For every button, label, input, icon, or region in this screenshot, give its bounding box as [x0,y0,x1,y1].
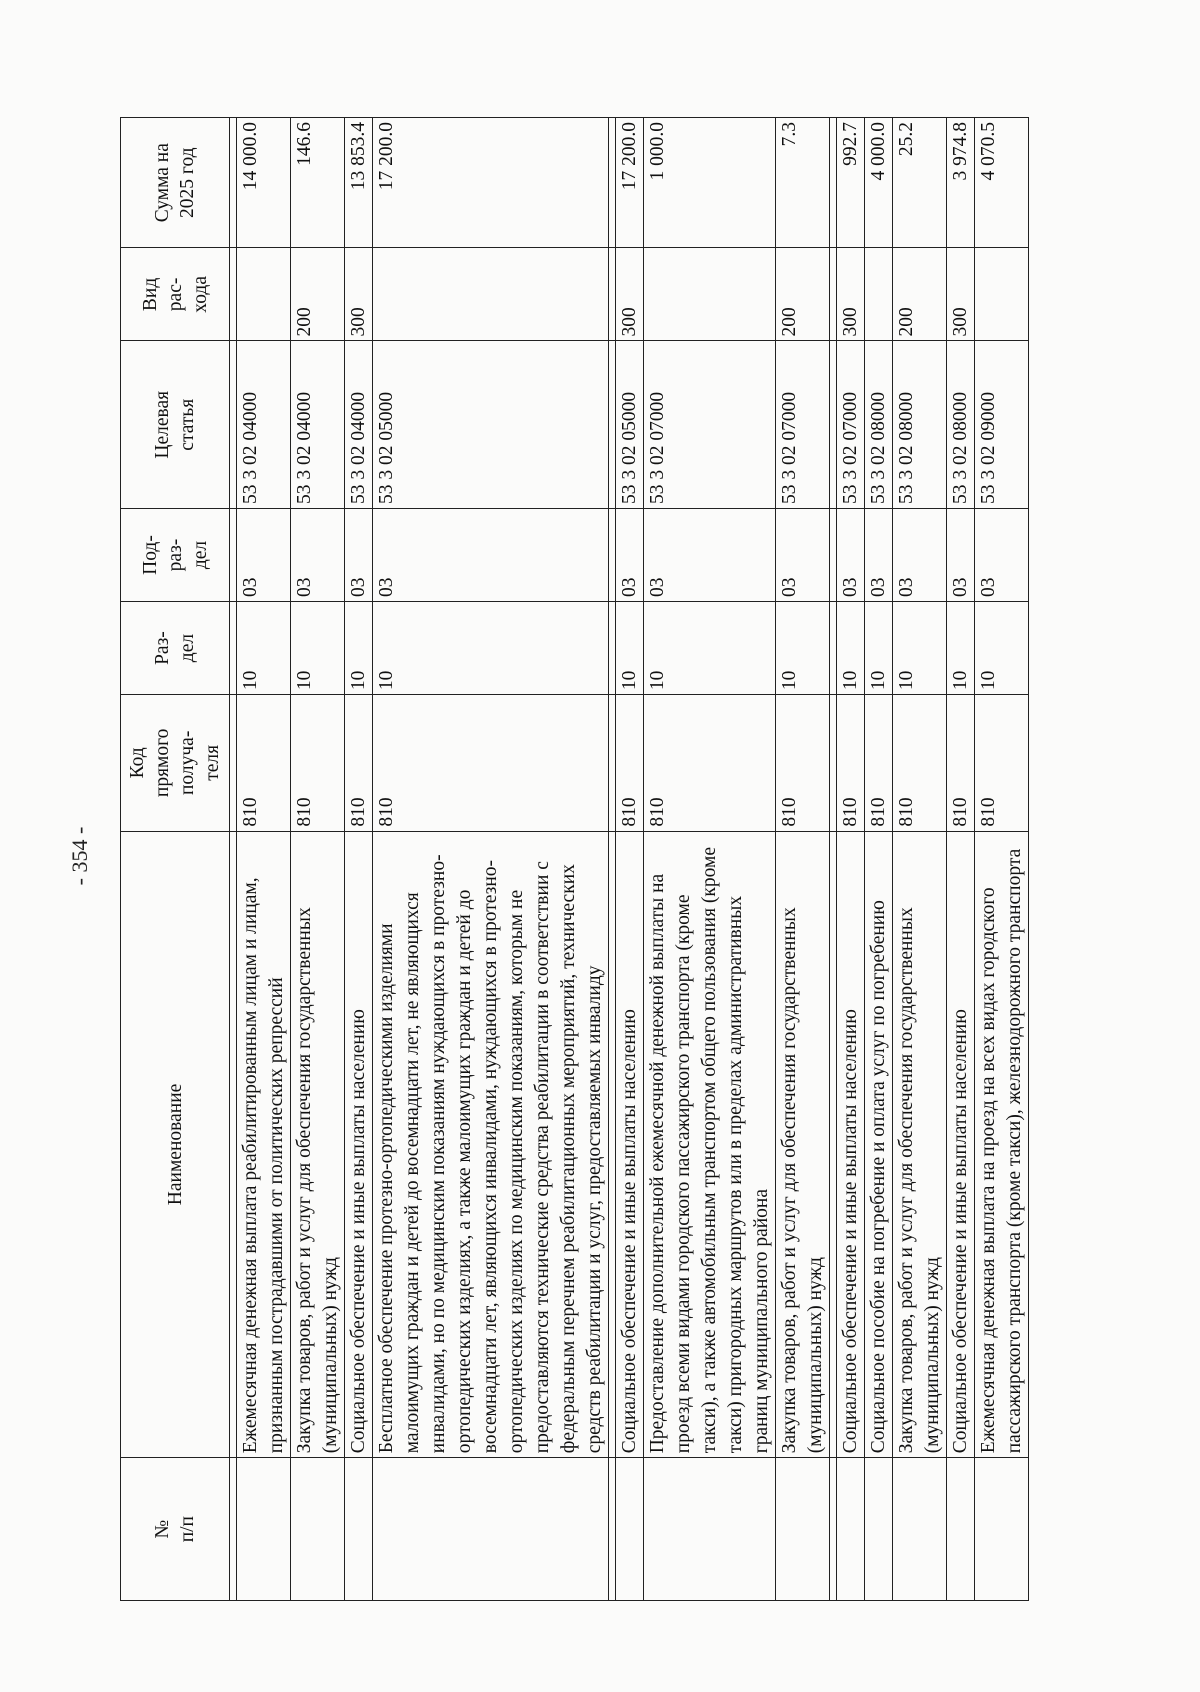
row-amount: 25.2 [893,118,947,248]
row-code: 810 [947,695,975,832]
row-article: 53 3 02 05000 [616,341,644,509]
table-row [837,118,865,1601]
row-type [237,248,291,341]
row-amount: 992.7 [837,118,865,248]
page-number: - 354 - [67,826,92,886]
row-type: 300 [837,248,865,341]
row-type [865,248,893,341]
row-subsection: 03 [947,508,975,601]
row-subsection: 03 [975,508,1029,601]
row-section: 10 [947,602,975,695]
row-amount: 7.3 [776,118,830,248]
row-type: 200 [291,248,345,341]
table-row [644,118,776,1601]
row-num [776,1458,830,1601]
row-subsection: 03 [291,508,345,601]
row-code: 810 [893,695,947,832]
row-type: 200 [776,248,830,341]
row-section: 10 [644,602,776,695]
row-type [373,248,609,341]
row-amount: 4 070.5 [975,118,1029,248]
row-article: 53 3 02 04000 [345,341,373,509]
row-type: 300 [345,248,373,341]
row-name: Ежемесячная денежная выплата на проезд на всех видах городского пассажирского транспорта (кроме такси), железнодорожного транспорта [975,831,1029,1458]
row-subsection: 03 [373,508,609,601]
row-section: 10 [616,602,644,695]
row-article: 53 3 02 08000 [893,341,947,509]
row-code: 810 [837,695,865,832]
table-row [616,118,644,1601]
row-num [975,1458,1029,1601]
row-subsection: 03 [616,508,644,601]
row-article: 53 3 02 09000 [975,341,1029,509]
row-name: Закупка товаров, работ и услуг для обеспечения государственных (муниципальных) нужд [291,831,345,1458]
row-num [947,1458,975,1601]
row-section: 10 [345,602,373,695]
header-expense-type: Вид рас- хода [121,248,230,341]
row-article: 53 3 02 04000 [237,341,291,509]
row-name: Социальное обеспечение и иные выплаты населению [616,831,644,1458]
row-amount: 146.6 [291,118,345,248]
header-target-article: Целевая статья [121,341,230,509]
row-num [373,1458,609,1601]
row-section: 10 [837,602,865,695]
table-row [865,118,893,1601]
row-code: 810 [616,695,644,832]
table-row [776,118,830,1601]
rotated-table-frame [120,117,1076,1601]
row-code: 810 [975,695,1029,832]
row-section: 10 [291,602,345,695]
row-amount: 17 200.0 [616,118,644,248]
row-amount: 4 000.0 [865,118,893,248]
row-code: 810 [291,695,345,832]
row-num [893,1458,947,1601]
header-num: № п/п [121,1458,230,1601]
row-name: Социальное обеспечение и иные выплаты населению [837,831,865,1458]
row-name: Закупка товаров, работ и услуг для обеспечения государственных (муниципальных) нужд [893,831,947,1458]
row-code: 810 [776,695,830,832]
row-type: 300 [616,248,644,341]
row-name: Закупка товаров, работ и услуг для обеспечения государственных (муниципальных) нужд [776,831,830,1458]
row-subsection: 03 [237,508,291,601]
row-name: Ежемесячная денежная выплата реабилитированным лицам и лицам, признанным пострадавшими от политических репрессий [237,831,291,1458]
row-code: 810 [237,695,291,832]
row-type: 200 [893,248,947,341]
table-separator-row [830,118,837,1601]
row-name: Социальное пособие на погребение и оплата услуг по погребению [865,831,893,1458]
row-article: 53 3 02 04000 [291,341,345,509]
row-subsection: 03 [776,508,830,601]
table-separator-row [230,118,237,1601]
table-row [291,118,345,1601]
row-article: 53 3 02 08000 [947,341,975,509]
table-row [345,118,373,1601]
row-amount: 17 200.0 [373,118,609,248]
row-amount: 3 974.8 [947,118,975,248]
row-section: 10 [237,602,291,695]
row-code: 810 [345,695,373,832]
row-num [837,1458,865,1601]
budget-table [120,117,1029,1601]
row-subsection: 03 [837,508,865,601]
header-section: Раз- дел [121,602,230,695]
row-num [616,1458,644,1601]
row-section: 10 [865,602,893,695]
row-type [975,248,1029,341]
header-subsection: Под- раз- дел [121,508,230,601]
row-num [345,1458,373,1601]
row-num [865,1458,893,1601]
row-code: 810 [644,695,776,832]
header-amount: Сумма на 2025 год [121,118,230,248]
row-section: 10 [975,602,1029,695]
row-subsection: 03 [893,508,947,601]
row-article: 53 3 02 07000 [837,341,865,509]
row-article: 53 3 02 07000 [644,341,776,509]
row-amount: 14 000.0 [237,118,291,248]
header-name: Наименование [121,831,230,1458]
row-name: Социальное обеспечение и иные выплаты населению [345,831,373,1458]
table-row [237,118,291,1601]
row-name: Предоставление дополнительной ежемесячной денежной выплаты на проезд всеми видами городского пассажирского транспорта (кроме такси), а также автомобильным транспортом общего пользования (кроме такси) пригородных маршрутов или в пределах административных границ муниципального района [644,831,776,1458]
row-num [237,1458,291,1601]
row-section: 10 [776,602,830,695]
row-num [291,1458,345,1601]
row-name: Социальное обеспечение и иные выплаты населению [947,831,975,1458]
row-amount: 13 853.4 [345,118,373,248]
row-subsection: 03 [865,508,893,601]
table-row [893,118,947,1601]
row-article: 53 3 02 05000 [373,341,609,509]
row-article: 53 3 02 07000 [776,341,830,509]
header-recipient-code: Код прямого получа- теля [121,695,230,832]
table-separator-row [609,118,616,1601]
row-name: Бесплатное обеспечение протезно-ортопедическими изделиями малоимущих граждан и детей до восемнадцати лет, не являющихся инвалидами, но по медицинским показаниям нуждающихся в протезно-ортопедических изделиях, а также малоимущих граждан и детей до восемнадцати лет, являющихся инвалидами, нуждающихся в протезно-ортопедических изделиях по медицинским показаниям, которым не предоставляются технические средства реабилитации в соответствии с федеральным перечнем реабилитационных мероприятий, технических средств реабилитации и услуг, предоставляемых инвалиду [373,831,609,1458]
row-code: 810 [373,695,609,832]
table-row [947,118,975,1601]
row-amount: 1 000.0 [644,118,776,248]
row-section: 10 [373,602,609,695]
row-num [644,1458,776,1601]
row-code: 810 [865,695,893,832]
table-header-row [121,118,230,1601]
row-subsection: 03 [644,508,776,601]
row-type: 300 [947,248,975,341]
row-section: 10 [893,602,947,695]
row-article: 53 3 02 08000 [865,341,893,509]
row-subsection: 03 [345,508,373,601]
row-type [644,248,776,341]
table-row [373,118,609,1601]
table-row [975,118,1029,1601]
